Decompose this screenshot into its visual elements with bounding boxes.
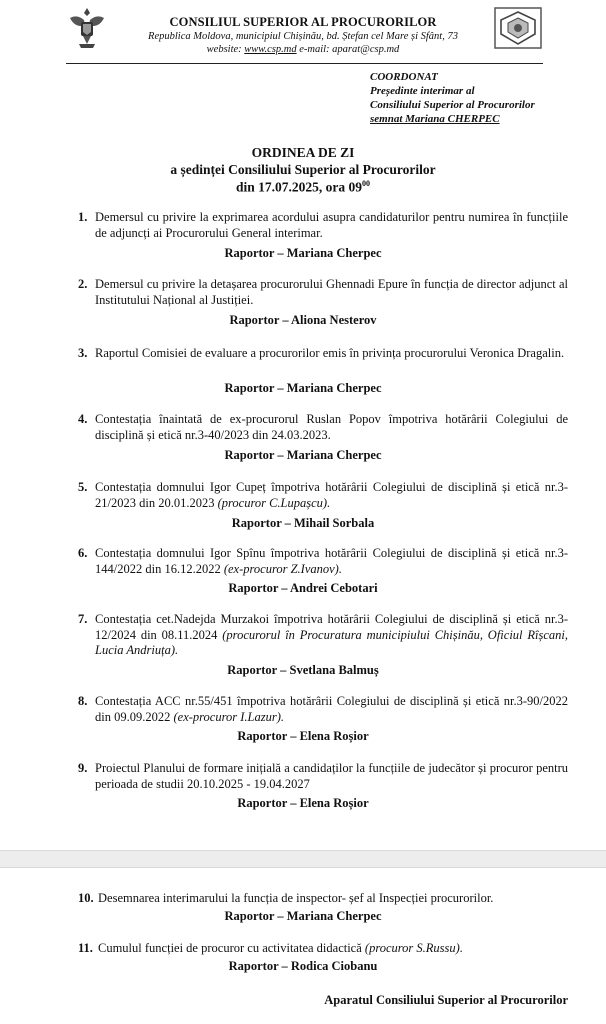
institution-address: Republica Moldova, municipiul Chișinău, bd. Ștefan cel Mare și Sfânt, 73 [148, 31, 458, 42]
item-number: 9. [78, 761, 88, 775]
item-number: 6. [78, 546, 88, 560]
agenda-item-10 [78, 891, 568, 907]
header-divider [66, 63, 543, 64]
item-text: Contestația ACC nr.55/451 împotriva hotărârii Colegiului de disciplină și etică nr.3-90/2022 din 09.09.2022 [95, 694, 568, 724]
item-number: 2. [78, 277, 88, 291]
item-text: Desemnarea interimarului la funcția de inspector- șef al Inspecției procurorilor. [98, 891, 494, 905]
item-reporter: Raportor – Elena Roșior [237, 729, 369, 743]
item-text: Demersul cu privire la exprimarea acordului asupra candidaturilor pentru numirea în funcțiile de adjuncți ai Procurorului General interimar. [95, 210, 568, 240]
item-note: (ex-procuror Z.Ivanov). [223, 561, 342, 576]
time-minutes: 00 [362, 179, 370, 188]
item-reporter: Raportor – Mariana Cherpec [224, 381, 382, 395]
agenda-item-2 [78, 277, 568, 308]
document-date [0, 179, 606, 196]
item-reporter: Raportor – Andrei Cebotari [228, 581, 378, 595]
agenda-item-11 [78, 941, 568, 957]
item-text: Contestația domnului Igor Cupeț împotriva hotărârii Colegiului de disciplină și etică nr.3-21/2023 din 20.01.2023 [95, 480, 568, 510]
item-number: 10. [78, 891, 94, 905]
agenda-item-5 [78, 480, 568, 511]
item-text: Contestația înaintată de ex-procurorul Ruslan Popov împotriva hotărârii Colegiului de disciplină și etică nr.3-40/2023 din 24.03.2023. [95, 412, 568, 442]
item-number: 7. [78, 612, 88, 626]
approval-block [370, 70, 535, 126]
document-subtitle: a ședinței Consiliului Superior al Procurorilor [170, 162, 436, 177]
item-number: 11. [78, 941, 93, 955]
item-number: 4. [78, 412, 88, 426]
item-number: 5. [78, 480, 88, 494]
item-reporter: Raportor – Rodica Ciobanu [228, 959, 378, 973]
agenda-item-9 [78, 761, 568, 792]
agenda-item-7 [78, 612, 568, 659]
item-text: Proiectul Planului de formare inițială a candidaților la funcțiile de judecător și procuror pentru perioada de studii 20.10.2025 - 19.04.2027 [95, 761, 568, 791]
document-title: ORDINEA DE ZI [251, 145, 355, 160]
item-reporter: Raportor – Mariana Cherpec [224, 246, 382, 260]
agenda-item-4 [78, 412, 568, 443]
date-text: din 17.07.2025, ora 09 [235, 179, 362, 195]
institution-title: CONSILIUL SUPERIOR AL PROCURORILOR [169, 15, 437, 29]
agenda-item-1 [78, 210, 568, 241]
item-note: (procurorul în Procuratura municipiului Chișinău, Oficiul Rîșcani, Lucia Andriuța). [95, 627, 568, 657]
item-reporter: Raportor – Mariana Cherpec [224, 909, 382, 923]
footer-signature: Aparatul Consiliului Superior al Procurorilor [324, 993, 568, 1007]
item-text: Cumulul funcției de procuror cu activitatea didactică [98, 941, 365, 955]
item-reporter: Raportor – Mariana Cherpec [224, 448, 382, 462]
item-number: 3. [78, 346, 88, 360]
website-link[interactable]: www.csp.md [244, 44, 297, 55]
item-reporter: Raportor – Svetlana Balmuș [227, 663, 379, 677]
approval-line1: Președinte interimar al [370, 85, 475, 97]
item-text: Contestația domnului Igor Spînu împotriva hotărârii Colegiului de disciplină și etică nr.3-144/2022 din 16.12.2022 [95, 546, 568, 576]
approval-signature: semnat Mariana CHERPEC [370, 113, 500, 125]
agenda-item-3 [78, 346, 568, 362]
approval-line2: Consiliului Superior al Procurorilor [370, 99, 535, 111]
item-note: (procuror S.Russu). [364, 941, 463, 955]
item-text: Raportul Comisiei de evaluare a procurorilor emis în privința procurorului Veronica Dragalin. [95, 346, 565, 360]
email-text: e-mail: aparat@csp.md [296, 44, 400, 55]
item-number: 8. [78, 694, 88, 708]
approval-label: COORDONAT [370, 71, 438, 83]
item-reporter: Raportor – Mihail Sorbala [231, 516, 375, 530]
csp-logo-icon [493, 6, 543, 50]
item-text: Demersul cu privire la detașarea procurorului Ghennadi Epure în funcția de director adjunct al Institutului Național al Justiției. [95, 277, 568, 307]
item-reporter: Raportor – Elena Roșior [237, 796, 369, 810]
item-text: Contestația cet.Nadejda Murzakoi împotriva hotărârii Colegiului de disciplină și etică nr.3-12/2024 din 08.11.2024 [95, 612, 568, 642]
contact-website-label: website: [206, 44, 245, 55]
item-reporter: Raportor – Aliona Nesterov [229, 313, 377, 327]
agenda-item-8 [78, 694, 568, 725]
item-number: 1. [78, 210, 88, 224]
page-separator [0, 850, 606, 868]
item-note: (procuror C.Lupașcu). [217, 495, 331, 510]
item-note: (ex-procuror I.Lazur). [173, 709, 285, 724]
agenda-item-6 [78, 546, 568, 577]
